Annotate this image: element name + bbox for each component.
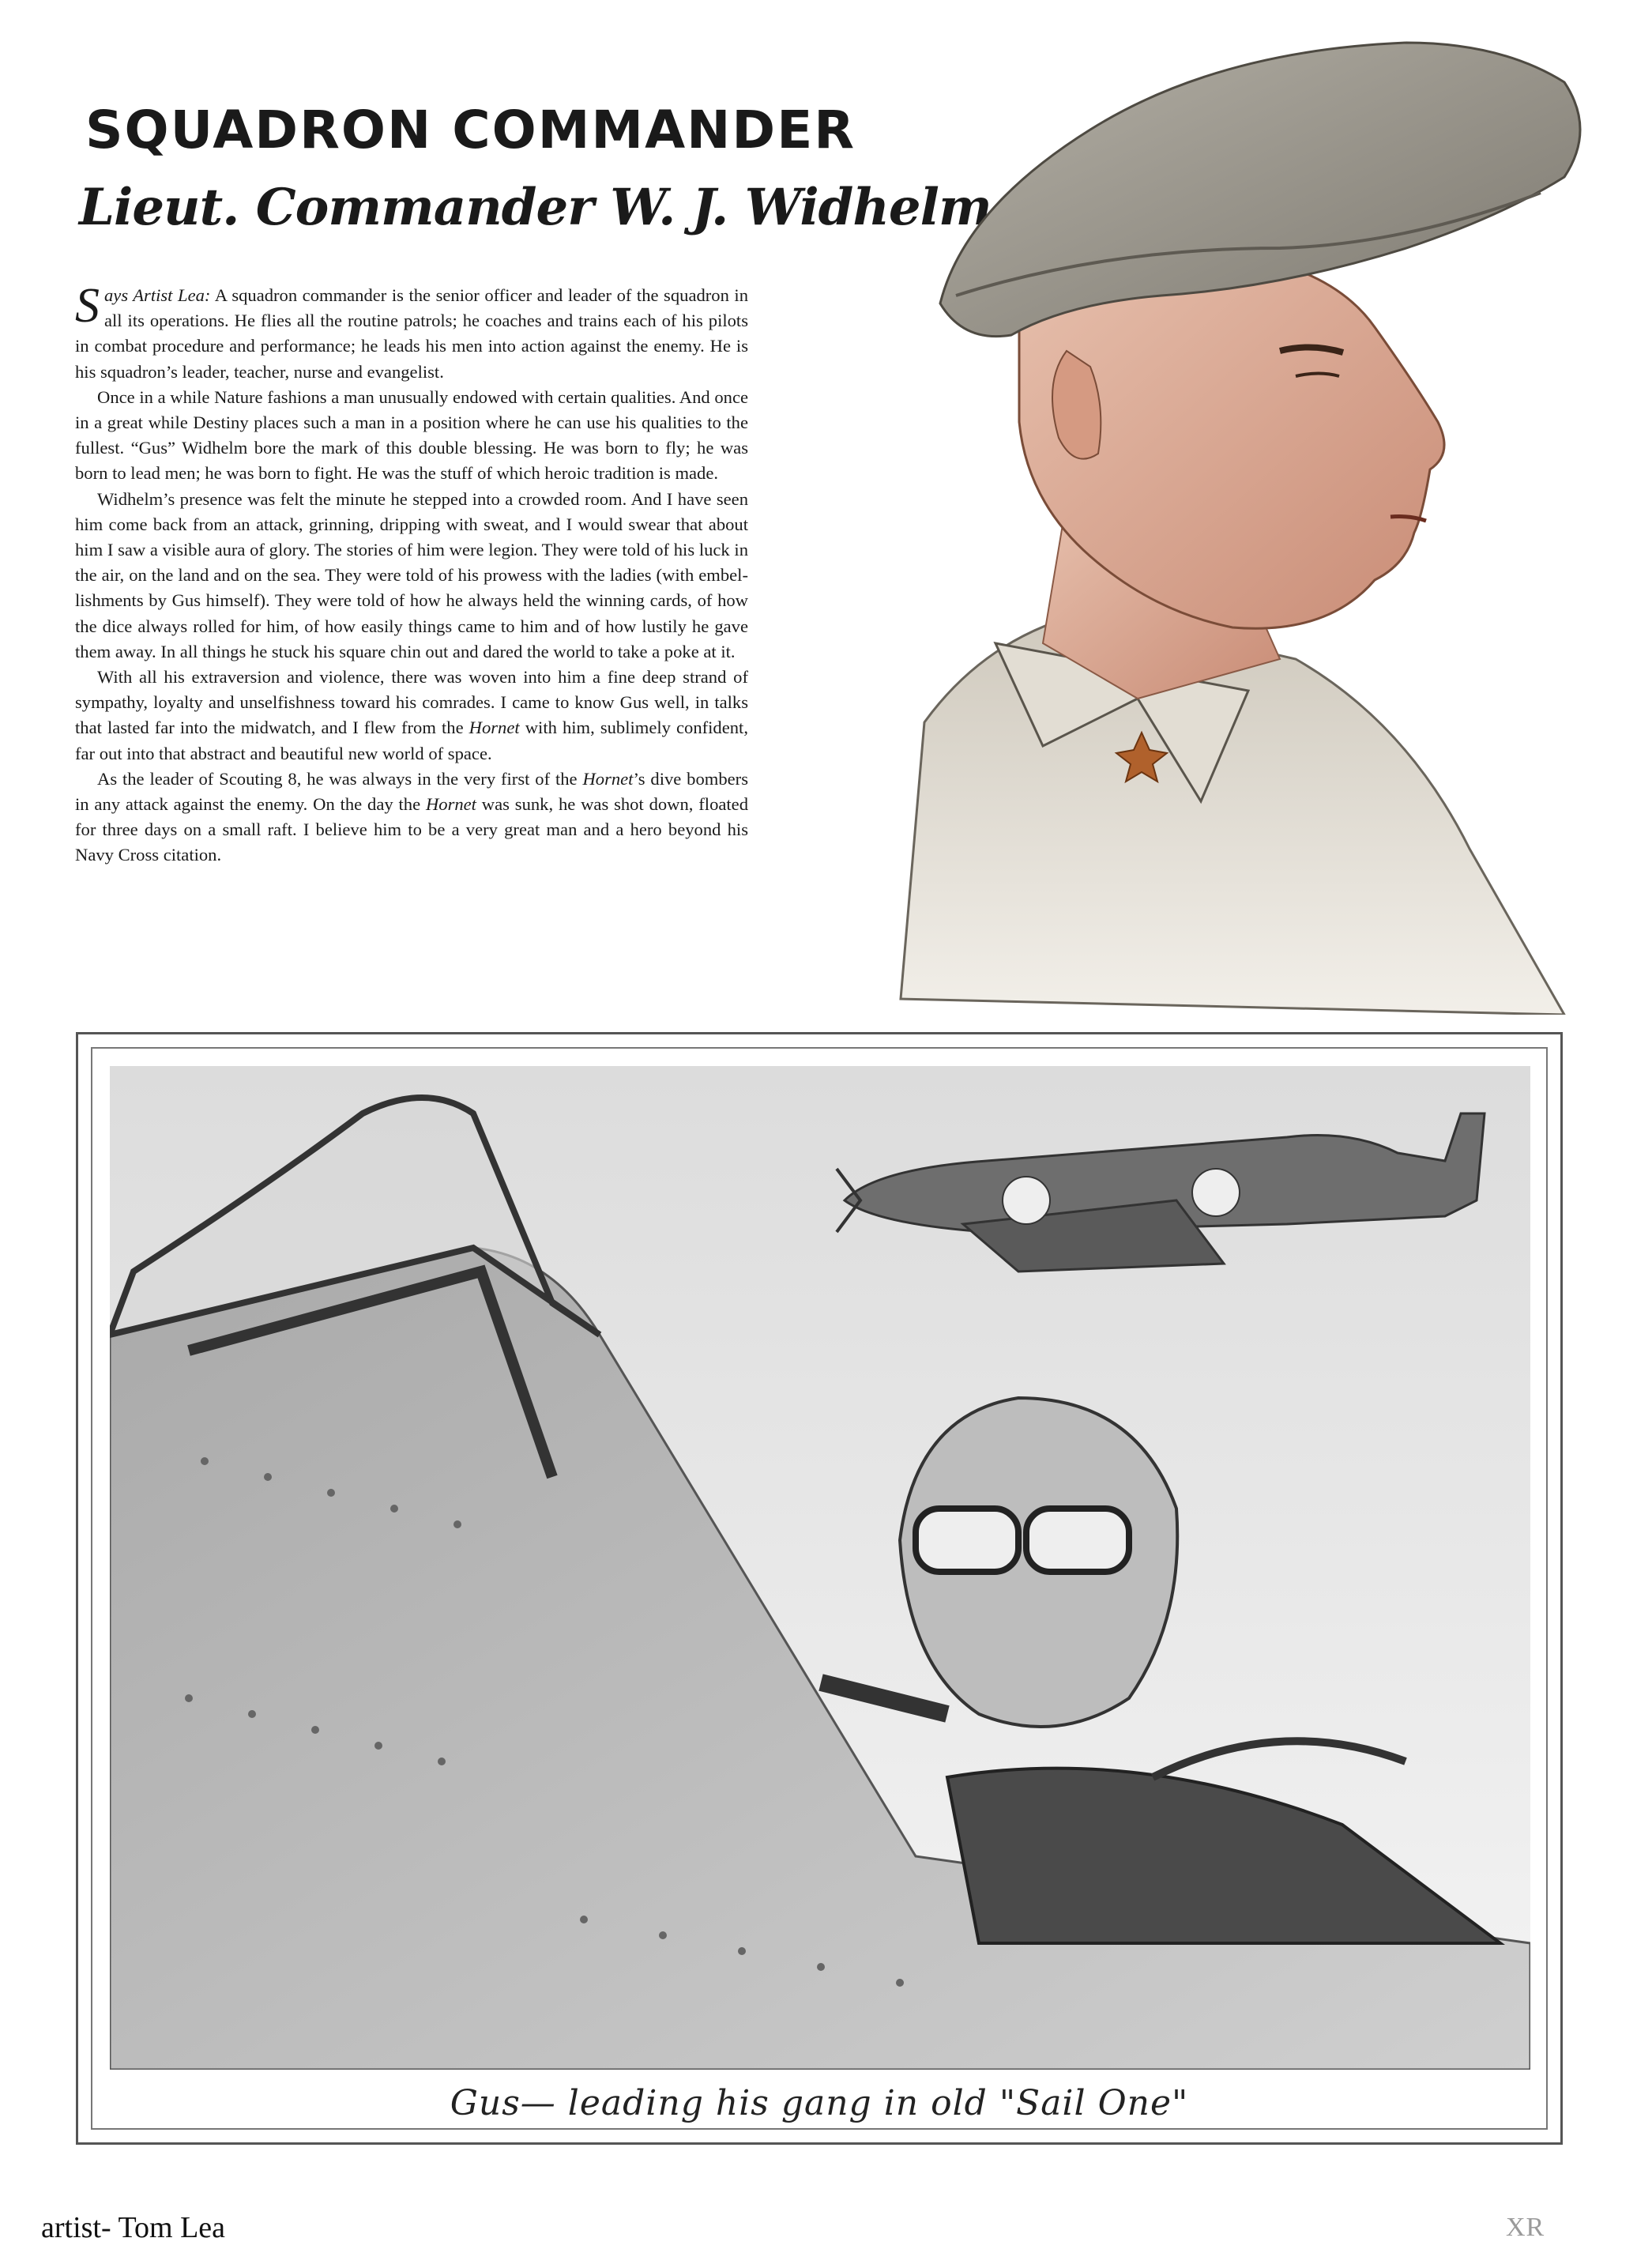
ship-name: Hornet [582,768,634,789]
paragraph-1 [75,279,749,385]
watermark: XR [1506,2213,1545,2242]
ship-name: Hornet [425,794,476,815]
article-body [75,279,749,868]
page-title: SQUADRON COMMANDER [85,100,856,160]
paragraph-3: Widhelm’s presence was felt the minute he stepped into a crowded room. And I have seen him come back from an attack, grinning, dripping with sweat, and I would swear that about him I saw a visible aura of glory. The stories of him were legion. They were told of his luck in the air, on the land and on the sea. They were told of his prowess with the ladies (with embellishments by Gus himself). They were told of how he always held the winning cards, of how the dice always rolled for him, of how easily things came to him and of how lustily he gave them away. In all things he stuck his square chin out and dared the world to take a poke at it. [75,488,748,661]
illustration-caption: Gus— leading his gang in old "Sail One" [450,2083,1189,2123]
lead-in: ays Artist Lea: [104,285,211,305]
paragraph-4: With all his extraversion and violence, there was woven into him a fine deep strand of sympathy, loyalty and unselfishness toward his comrades. I came to know Gus well, in talks that lasted far into the midwatch, and I flew from the Hornet with him, sublimely confident, far out into that abstract and beautiful new world of space. [75,667,748,763]
portrait-drawing [806,11,1612,1015]
cockpit-drawing [110,1066,1530,2070]
cockpit-illustration-plate [76,1032,1563,2145]
ship-name: Hornet [469,718,520,738]
portrait-illustration [806,11,1612,1015]
paragraph-2: Once in a while Nature fashions a man unusually endowed with certain qualities. And once in a great while Destiny places such a man in a position where he can use his qualities to the fullest. “Gus” Widhelm bore the mark of this double blessing. He was born to fly; he was born to lead men; he was born to fight. He was the stuff of which heroic tradition is made. [75,386,748,484]
paragraph-1-text: A squadron commander is the senior officer and leader of the squadron in all its operations. He flies all the routine patrols; he coaches and trains each of his pilots in combat procedure and performance; he leads his men into action against the enemy. He is his squadron’s leader, teacher, nurse and evangelist. [75,285,749,382]
page-subtitle: Lieut. Commander W. J. Widhelm [79,178,992,237]
artist-credit: artist- Tom Lea [41,2211,226,2244]
paragraph-5: As the leader of Scouting 8, he was always in the very first of the Hornet’s dive bombers in any attack against the enemy. On the day the Hornet was sunk, he was shot down, floated for three days on a small raft. I believe him to be a very great man and a hero beyond his Navy Cross citation. [75,768,749,865]
drop-cap: S [75,279,100,333]
